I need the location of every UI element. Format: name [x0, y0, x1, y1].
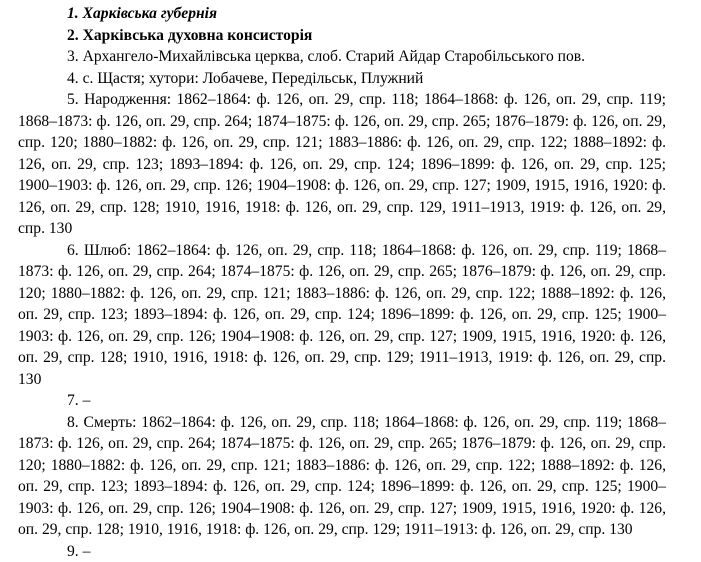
births-paragraph: 5. Народження: 1862–1864: ф. 126, оп. 29, спр. 118; 1864–1868: ф. 126, оп. 29, спр. 119; 1868–1873: ф. 126, оп. 29, спр. 264; 1874–1875: ф. 126, оп. 29, спр. 265; 1876–1879: ф. 126, оп. 29, спр. 120; 1880–1882: ф. 126, оп. 29, спр. 121; 1883–1886: ф. 126, оп. 29, спр. 122; 1888–1892: ф. 126, оп. 29, спр. 123; 1893–1894: ф. 126, оп. 29, спр. 124; 1896–1899: ф. 126, оп. 29, спр. 125; 1900–1903: ф. 126, оп. 29, спр. 126; 1904–1908: ф. 126, оп. 29, спр. 127; 1909, 1915, 1916, 1920: ф. 126, оп. 29, спр. 128; 1910, 1916, 1918: ф. 126, оп. 29, спр. 129, 1911–1913, 1919: ф. 126, оп. 29, спр. 130	[18, 89, 666, 240]
archive-entry	[18, 3, 666, 562]
settlements-line: 4. с. Щастя; хутори: Лобачеве, Передільськ, Плужний	[18, 68, 666, 90]
consistory-heading: 2. Харківська духовна консисторія	[18, 25, 666, 47]
item-7-line: 7. –	[18, 390, 666, 412]
province-heading: 1. Харківська губернія	[18, 3, 666, 25]
item-9-line: 9. –	[18, 541, 666, 562]
church-line: 3. Архангело-Михайлівська церква, слоб. Старий Айдар Старобільського пов.	[18, 46, 666, 68]
deaths-paragraph: 8. Смерть: 1862–1864: ф. 126, оп. 29, спр. 118; 1864–1868: ф. 126, оп. 29, спр. 119; 1868–1873: ф. 126, оп. 29, спр. 264; 1874–1875: ф. 126, оп. 29, спр. 265; 1876–1879: ф. 126, оп. 29, спр. 120; 1880–1882: ф. 126, оп. 29, спр. 121; 1883–1886: ф. 126, оп. 29, спр. 122; 1888–1892: ф. 126, оп. 29, спр. 123; 1893–1894: ф. 126, оп. 29, спр. 124; 1896–1899: ф. 126, оп. 29, спр. 125; 1900–1903: ф. 126, оп. 29, спр. 126; 1904–1908: ф. 126, оп. 29, спр. 127; 1909, 1915, 1916, 1920: ф. 126, оп. 29, спр. 128; 1910, 1916, 1918: ф. 126, оп. 29, спр. 129; 1911–1913: ф. 126, оп. 29, спр. 130	[18, 412, 666, 541]
marriages-paragraph: 6. Шлюб: 1862–1864: ф. 126, оп. 29, спр. 118; 1864–1868: ф. 126, оп. 29, спр. 119; 1868–1873: ф. 126, оп. 29, спр. 264; 1874–1875: ф. 126, оп. 29, спр. 265; 1876–1879: ф. 126, оп. 29, спр. 120; 1880–1882: ф. 126, оп. 29, спр. 121; 1883–1886: ф. 126, оп. 29, спр. 122; 1888–1892: ф. 126, оп. 29, спр. 123; 1893–1894: ф. 126, оп. 29, спр. 124; 1896–1899: ф. 126, оп. 29, спр. 125; 1900–1903: ф. 126, оп. 29, спр. 126; 1904–1908: ф. 126, оп. 29, спр. 127; 1909, 1915, 1916, 1920: ф. 126, оп. 29, спр. 128; 1910, 1916, 1918: ф. 126, оп. 29, спр. 129; 1911–1913, 1919: ф. 126, оп. 29, спр. 130	[18, 240, 666, 391]
